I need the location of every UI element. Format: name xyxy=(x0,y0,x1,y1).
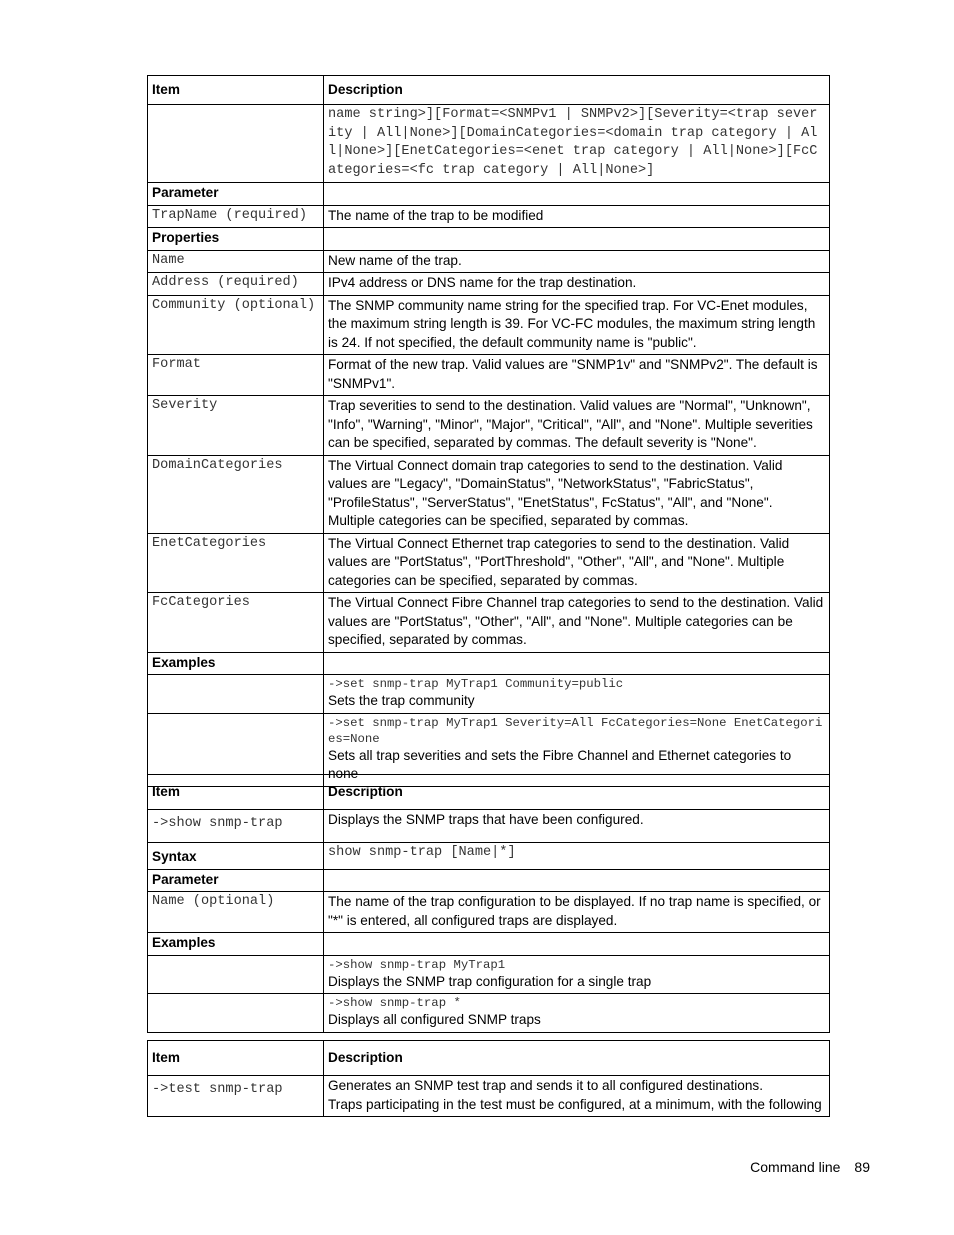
example-description: Sets the trap community xyxy=(328,693,475,708)
table-row xyxy=(148,273,830,296)
command-description-note: Traps participating in the test must be configured, at a minimum, with the following xyxy=(328,1096,822,1112)
table-row xyxy=(148,533,830,593)
syntax-label: Syntax xyxy=(148,843,324,870)
item-header: Item xyxy=(148,76,324,105)
section-row xyxy=(148,869,830,892)
table-row xyxy=(148,205,830,228)
property-description: The Virtual Connect domain trap categories to send to the destination. Valid values are "Legacy", "DomainStatus", "NetworkStatus", "FabricStatus", "ProfileStatus", "ServerStatus", "EnetStatus", FcStatus", "All", and "None". xyxy=(328,457,783,510)
example-command: ->set snmp-trap MyTrap1 Severity=All FcCategories=None EnetCategories=None xyxy=(328,715,823,746)
parameter-label: Parameter xyxy=(148,869,324,892)
table-row xyxy=(148,396,830,456)
property-name: FcCategories xyxy=(148,593,324,653)
property-description: The SNMP community name string for the specified trap. For VC-Enet modules, the maximum string length is 39. For VC-FC modules, the maximum string length is 24. If not specified, the default community name is "public". xyxy=(324,295,830,355)
parameter-name: Name (optional) xyxy=(148,892,324,933)
example-cell xyxy=(324,675,830,714)
test-snmp-trap-table xyxy=(147,1040,830,1117)
property-description-cell xyxy=(324,455,830,533)
property-name: Format xyxy=(148,355,324,396)
footer-section-title: Command line xyxy=(750,1159,841,1175)
section-row xyxy=(148,843,830,870)
page-number: 89 xyxy=(854,1159,870,1175)
section-row xyxy=(148,933,830,956)
command-name: ->test snmp-trap xyxy=(148,1076,324,1117)
syntax-value: show snmp-trap [Name|*] xyxy=(324,843,830,870)
table-row xyxy=(148,295,830,355)
example-description: Displays the SNMP trap configuration for a single trap xyxy=(328,973,652,989)
item-header: Item xyxy=(148,775,324,810)
table-row xyxy=(148,892,830,933)
property-description: New name of the trap. xyxy=(324,250,830,273)
example-command: ->set snmp-trap MyTrap1 Community=public xyxy=(328,677,624,691)
property-name: Community (optional) xyxy=(148,295,324,355)
description-header: Description xyxy=(324,775,830,810)
table-header-row xyxy=(148,1041,830,1076)
parameter-name: TrapName (required) xyxy=(148,205,324,228)
table-row xyxy=(148,675,830,714)
section-row xyxy=(148,228,830,251)
property-name: DomainCategories xyxy=(148,455,324,533)
property-name: EnetCategories xyxy=(148,533,324,593)
description-header: Description xyxy=(324,76,830,105)
page-footer xyxy=(700,1159,870,1175)
property-name: Severity xyxy=(148,396,324,456)
example-description: Displays all configured SNMP traps xyxy=(328,1012,541,1027)
table-row xyxy=(148,1076,830,1117)
description-header: Description xyxy=(324,1041,830,1076)
section-row xyxy=(148,652,830,675)
example-description: Sets all trap severities and sets the Fibre Channel and Ethernet categories to none xyxy=(328,747,792,781)
property-description: The Virtual Connect Fibre Channel trap categories to send to the destination. Valid values are "PortStatus", "Other", "All", and "None". Multiple categories can be specified, separated by commas. xyxy=(324,593,830,653)
example-command: ->show snmp-trap * xyxy=(328,996,461,1010)
property-description: Format of the new trap. Valid values are "SNMP1v" and "SNMPv2". The default is "SNMPv1". xyxy=(324,355,830,396)
example-cell xyxy=(324,955,830,994)
table-row xyxy=(148,355,830,396)
item-header: Item xyxy=(148,1041,324,1076)
table-row xyxy=(148,955,830,994)
table-row xyxy=(148,994,830,1033)
example-cell xyxy=(324,994,830,1033)
show-snmp-trap-table xyxy=(147,774,830,1033)
property-description-note: Multiple categories can be specified, separated by commas. xyxy=(328,513,689,528)
property-description: The Virtual Connect Ethernet trap categories to send to the destination. Valid values are "PortStatus", "PortThreshold", "Other", "All", and "None". Multiple categories can be specified, separated by commas. xyxy=(324,533,830,593)
section-row xyxy=(148,183,830,206)
property-description: IPv4 address or DNS name for the trap destination. xyxy=(324,273,830,296)
examples-label: Examples xyxy=(148,933,324,956)
examples-label: Examples xyxy=(148,652,324,675)
table-row xyxy=(148,455,830,533)
command-description: Generates an SNMP test trap and sends it to all configured destinations. xyxy=(328,1078,763,1093)
syntax-continuation: name string>][Format=<SNMPv1 | SNMPv2>][Severity=<trap severity | All|None>][DomainCategories=<domain trap category | All|None>][EnetCategories=<enet trap category | All|None>][FcCategories=<fc trap category | All|None>] xyxy=(324,105,830,183)
table-row xyxy=(148,810,830,843)
parameter-description: The name of the trap to be modified xyxy=(324,205,830,228)
command-description: Displays the SNMP traps that have been configured. xyxy=(324,810,830,843)
parameter-description: The name of the trap configuration to be displayed. If no trap name is specified, or "*" is entered, all configured traps are displayed. xyxy=(324,892,830,933)
table-row xyxy=(148,250,830,273)
property-name: Name xyxy=(148,250,324,273)
properties-label: Properties xyxy=(148,228,324,251)
example-command: ->show snmp-trap MyTrap1 xyxy=(328,957,506,972)
property-name: Address (required) xyxy=(148,273,324,296)
command-name: ->show snmp-trap xyxy=(148,810,324,843)
command-description-cell xyxy=(324,1076,830,1117)
property-description: Trap severities to send to the destination. Valid values are "Normal", "Unknown", "Info", "Warning", "Minor", "Major", "Critical", "All", and "None". Multiple severities can be specified, separated by commas. The default severity is "None". xyxy=(324,396,830,456)
table-header-row xyxy=(148,76,830,105)
set-snmp-trap-table xyxy=(147,75,830,787)
table-header-row xyxy=(148,775,830,810)
parameter-label: Parameter xyxy=(148,183,324,206)
table-row xyxy=(148,593,830,653)
table-row xyxy=(148,105,830,183)
